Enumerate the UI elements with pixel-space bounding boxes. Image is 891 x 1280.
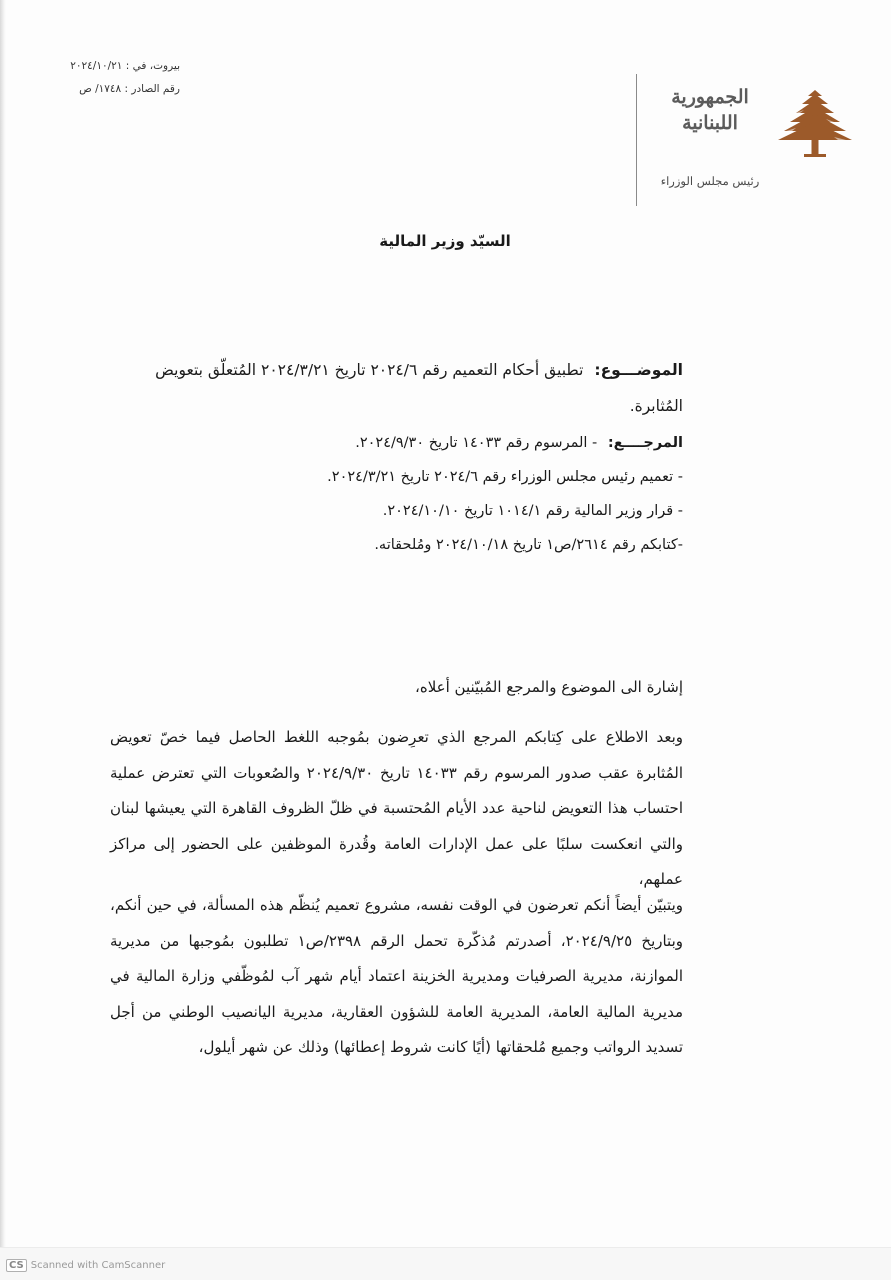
issue-info	[30, 55, 180, 101]
reference-item-4: -كتابكم رقم ٢٦١٤/ص١ تاريخ ٢٠٢٤/١٠/١٨ ومُلحقاته.	[374, 537, 683, 553]
issue-outgoing-number: رقم الصادر : ١٧٤٨/ ص	[79, 83, 180, 95]
addressee: السيّد وزير المالية	[379, 232, 511, 250]
issuing-office: رئيس مجلس الوزراء	[660, 174, 760, 188]
letterhead-divider	[636, 74, 637, 206]
subject-label: الموضـــوع:	[594, 361, 683, 379]
letterhead	[636, 74, 861, 206]
body-paragraph-1: وبعد الاطلاع على كِتابكم المرجع الذي تعرِضون بمُوجبه اللغط الحاصل فيما خصّ تعويض المُثابرة عقب صدور المرسوم رقم ١٤٠٣٣ تاريخ ٢٠٢٤/٩/٣٠ والصُعوبات التي تعترض عملية احتساب هذا التعويض لناحية عدد الأيام المُحتسبة في ظلّ الظروف القاهرة التي يعيشها لبنان والتي انعكست سلبًا على عمل الإدارات العامة وقُدرة الموظفين على الحضور إلى مراكز عملهم،	[110, 728, 683, 888]
scanner-watermark	[6, 1259, 165, 1272]
camscanner-badge: CS	[6, 1259, 27, 1272]
republic-name-line2: اللبنانية	[682, 112, 738, 134]
camscanner-text: Scanned with CamScanner	[30, 1260, 166, 1271]
cedar-icon	[776, 86, 854, 160]
republic-name	[654, 84, 766, 136]
issue-place-date: بيروت، في : ٢٠٢٤/١٠/٢١	[70, 60, 180, 72]
subject	[100, 352, 683, 424]
page-edge-shadow	[0, 0, 6, 1280]
references	[100, 426, 683, 562]
republic-name-line1: الجمهورية	[671, 86, 749, 108]
reference-item-1	[100, 426, 683, 460]
reference-text: - المرسوم رقم ١٤٠٣٣ تاريخ ٢٠٢٤/٩/٣٠.	[355, 435, 598, 451]
references-label: المرجــــع:	[607, 435, 683, 451]
body-paragraph-2: ويتبيّن أيضاً أنكم تعرضون في الوقت نفسه، مشروع تعميم يُنظّم هذه المسألة، في حين أنكم، وبتاريخ ٢٠٢٤/٩/٢٥، أصدرتم مُذكّرة تحمل الرقم ٢٣٩٨/ص١ تطلبون بمُوجبها من مديرية الموازنة، مديرية الصرفيات ومديرية الخزينة اعتماد أيام شهر آب لمُوظّفي وزارة المالية في مديرية المالية العامة، المديرية العامة للشؤون العقارية، مديرية اليانصيب الوطني من أجل تسديد الرواتب وجميع مُلحقاتها (أيًا كانت شروط إعطائها) وذلك عن شهر أيلول،	[110, 896, 684, 1056]
subject-text: تطبيق أحكام التعميم رقم ٢٠٢٤/٦ تاريخ ٢٠٢٤/٣/٢١ المُتعلّق بتعويض المُثابرة.	[155, 361, 683, 415]
body-intro: إشارة الى الموضوع والمرجع المُبيّنين أعلاه،	[415, 678, 683, 696]
reference-item-3: - قرار وزير المالية رقم ١٠١٤/١ تاريخ ٢٠٢٤/١٠/١٠.	[382, 503, 683, 519]
reference-item-2: - تعميم رئيس مجلس الوزراء رقم ٢٠٢٤/٦ تاريخ ٢٠٢٤/٣/٢١.	[327, 469, 683, 485]
